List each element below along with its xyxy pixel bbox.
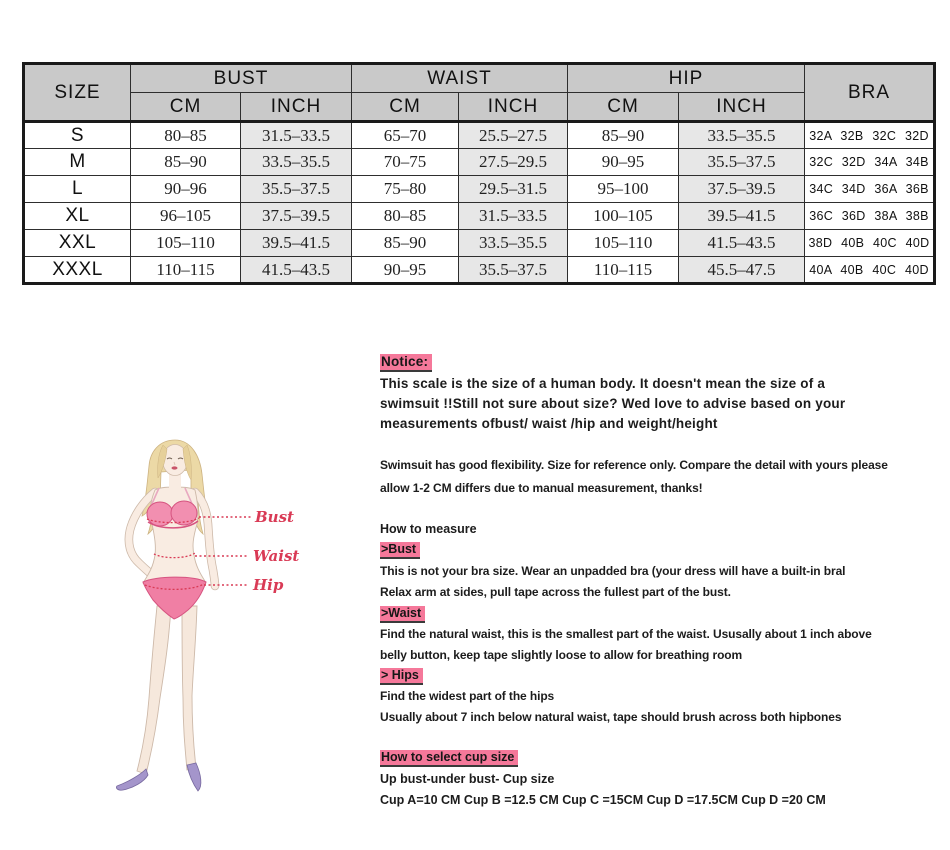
subheader-waist-inch: INCH [459, 93, 568, 122]
notice-line-1: This scale is the size of a human body. It doesn't mean the size of a [380, 376, 826, 391]
waist-cm-value: 90–95 [352, 257, 459, 284]
table-row-m [24, 149, 935, 176]
size-value: S [24, 122, 131, 149]
left-shoe [116, 769, 148, 790]
column-header-waist: WAIST [352, 64, 568, 93]
bust-inch-value: 37.5–39.5 [241, 203, 352, 230]
bust-cm-value: 80–85 [131, 122, 241, 149]
cup-size-line-1: Up bust-under bust- Cup size [380, 772, 555, 786]
bust-cm-value: 90–96 [131, 176, 241, 203]
table-row-s [24, 122, 935, 149]
subheader-hip-cm: CM [568, 93, 679, 122]
notice-heading [380, 354, 432, 372]
column-header-bust: BUST [131, 64, 352, 93]
hip-cm-value: 95–100 [568, 176, 679, 203]
bust-label: Bust [255, 508, 294, 526]
column-header-hip: HIP [568, 64, 805, 93]
waist-cm-value: 80–85 [352, 203, 459, 230]
size-value: L [24, 176, 131, 203]
waist-inch-value: 35.5–37.5 [459, 257, 568, 284]
waist-cm-value: 75–80 [352, 176, 459, 203]
bust-cm-value: 110–115 [131, 257, 241, 284]
hip-inch-value: 37.5–39.5 [679, 176, 805, 203]
table-row-xxl [24, 230, 935, 257]
cup-size-title-highlight: How to select cup size [380, 750, 518, 767]
notice-line-2: swimsuit !!Still not sure about size? Wed love to advise based on your [380, 396, 846, 411]
bra-value: 32A 32B 32C 32D [805, 122, 935, 149]
hip-inch-value: 33.5–35.5 [679, 122, 805, 149]
bra-value: 36C 36D 38A 38B [805, 203, 935, 230]
left-leg [137, 606, 171, 774]
bust-cm-value: 96–105 [131, 203, 241, 230]
size-value: XXL [24, 230, 131, 257]
waist-section-label [380, 606, 425, 623]
hip-cm-value: 100–105 [568, 203, 679, 230]
bust-inch-value: 41.5–43.5 [241, 257, 352, 284]
hip-inch-value: 45.5–47.5 [679, 257, 805, 284]
cup-size-line-2: Cup A=10 CM Cup B =12.5 CM Cup C =15CM Cup D =17.5CM Cup D =20 CM [380, 793, 826, 807]
table-row-l [24, 176, 935, 203]
measuring-instructions [380, 352, 942, 822]
measurement-figure-illustration [103, 422, 368, 822]
waist-cm-value: 65–70 [352, 122, 459, 149]
subheader-waist-cm: CM [352, 93, 459, 122]
subheader-hip-inch: INCH [679, 93, 805, 122]
hip-cm-value: 90–95 [568, 149, 679, 176]
flexibility-note-line-1: Swimsuit has good flexibility. Size for reference only. Compare the detail with yours please [380, 458, 888, 472]
waist-inch-value: 33.5–35.5 [459, 230, 568, 257]
size-chart-table [22, 62, 936, 285]
hips-section-label [380, 668, 423, 685]
hip-cm-value: 85–90 [568, 122, 679, 149]
subheader-bust-inch: INCH [241, 93, 352, 122]
bust-cm-value: 105–110 [131, 230, 241, 257]
column-header-bra: BRA [805, 64, 935, 122]
size-value: XXXL [24, 257, 131, 284]
bra-value: 32C 32D 34A 34B [805, 149, 935, 176]
how-to-measure-title: How to measure [380, 522, 477, 536]
hip-inch-value: 35.5–37.5 [679, 149, 805, 176]
waist-section-highlight: >Waist [380, 606, 425, 623]
waist-cm-value: 70–75 [352, 149, 459, 176]
cup-size-title [380, 750, 518, 767]
waist-instruction-line-1: Find the natural waist, this is the smallest part of the waist. Ususally about 1 inch above [380, 627, 872, 641]
bust-inch-value: 35.5–37.5 [241, 176, 352, 203]
waist-cm-value: 85–90 [352, 230, 459, 257]
hips-instruction-line-2: Usually about 7 inch below natural waist, tape should brush across both hipbones [380, 710, 842, 724]
lips [172, 466, 178, 469]
size-value: XL [24, 203, 131, 230]
waist-inch-value: 31.5–33.5 [459, 203, 568, 230]
waist-inch-value: 27.5–29.5 [459, 149, 568, 176]
hip-label: Hip [253, 576, 284, 594]
waist-instruction-line-2: belly button, keep tape slightly loose to allow for breathing room [380, 648, 743, 662]
bust-cm-value: 85–90 [131, 149, 241, 176]
waist-label: Waist [253, 547, 300, 565]
subheader-bust-cm: CM [131, 93, 241, 122]
table-row-xl [24, 203, 935, 230]
bust-section-label [380, 542, 420, 559]
bust-inch-value: 39.5–41.5 [241, 230, 352, 257]
figure-sketch [103, 422, 368, 822]
right-shoe [187, 763, 201, 791]
hips-instruction-line-1: Find the widest part of the hips [380, 689, 555, 703]
hip-inch-value: 39.5–41.5 [679, 203, 805, 230]
notice-heading-highlight: Notice: [380, 354, 432, 372]
size-value: M [24, 149, 131, 176]
hip-cm-value: 110–115 [568, 257, 679, 284]
bra-value: 40A 40B 40C 40D [805, 257, 935, 284]
bust-section-highlight: >Bust [380, 542, 420, 559]
flexibility-note-line-2: allow 1-2 CM differs due to manual measurement, thanks! [380, 481, 703, 495]
hip-inch-value: 41.5–43.5 [679, 230, 805, 257]
bust-instruction-line-1: This is not your bra size. Wear an unpadded bra (your dress will have a built-in bral [380, 564, 846, 578]
column-header-size: SIZE [24, 64, 131, 122]
notice-line-3: measurements ofbust/ waist /hip and weight/height [380, 416, 718, 431]
bust-inch-value: 31.5–33.5 [241, 122, 352, 149]
bust-instruction-line-2: Relax arm at sides, pull tape across the fullest part of the bust. [380, 585, 731, 599]
bra-value: 38D 40B 40C 40D [805, 230, 935, 257]
bust-inch-value: 33.5–35.5 [241, 149, 352, 176]
hip-cm-value: 105–110 [568, 230, 679, 257]
right-leg [182, 606, 197, 770]
hips-section-highlight: > Hips [380, 668, 423, 685]
waist-inch-value: 25.5–27.5 [459, 122, 568, 149]
table-row-xxxl [24, 257, 935, 284]
bra-value: 34C 34D 36A 36B [805, 176, 935, 203]
waist-inch-value: 29.5–31.5 [459, 176, 568, 203]
